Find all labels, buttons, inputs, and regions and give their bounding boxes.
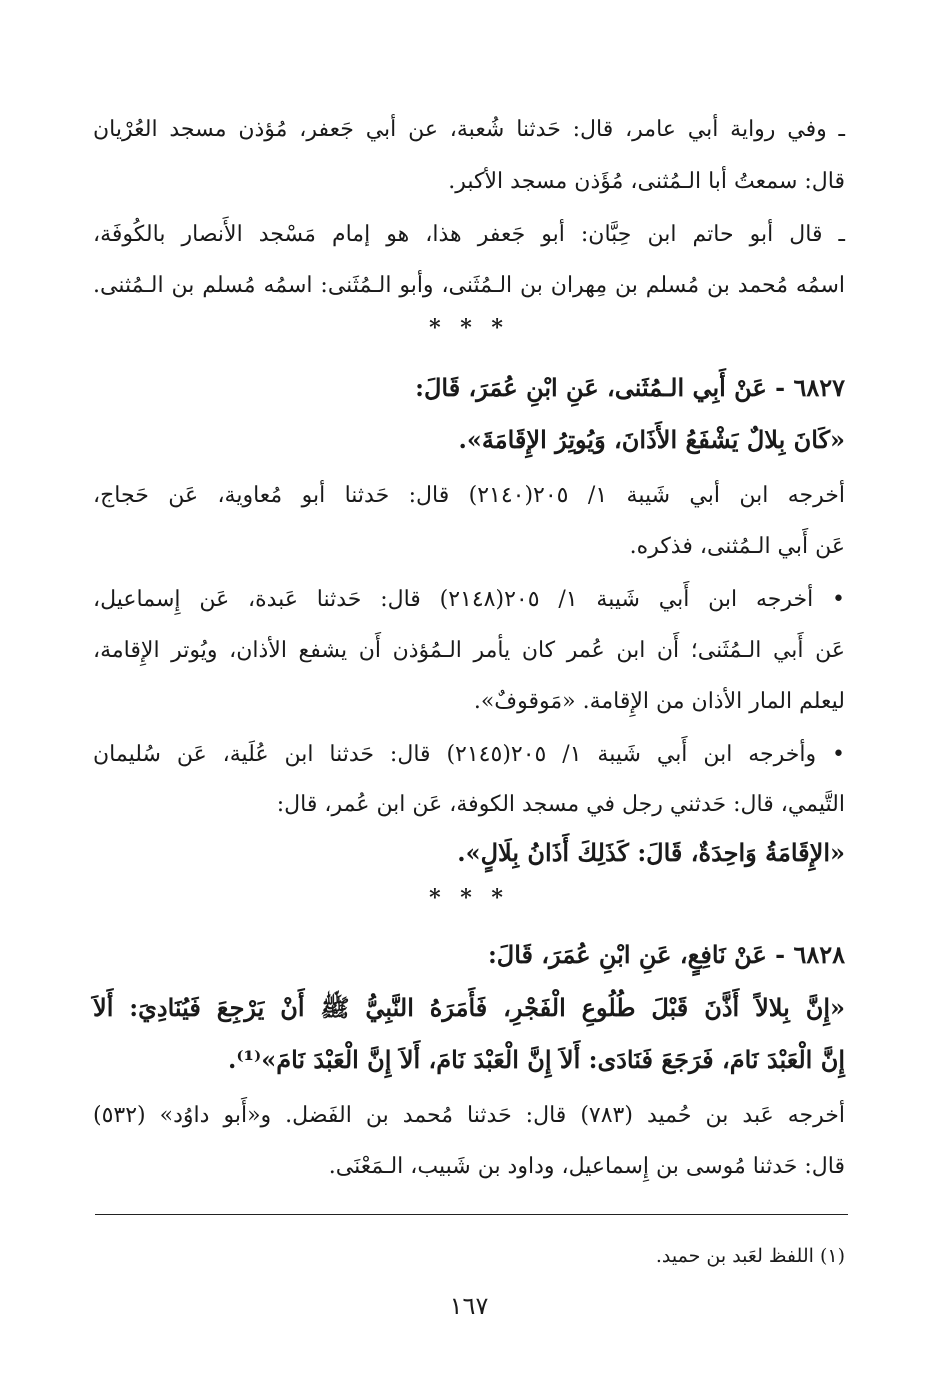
text-line: التَّيمي، قال: حَدثني رجل في مسجد الكوفة، عَن ابن عُمر، قال: <box>276 792 845 817</box>
hadith-text: «إِنَّ بِلالاً أَذَّنَ قَبْلَ طُلُوعِ الْفَجْرِ، فَأَمَرَهُ النَّبِيُّ ﷺ أَنْ يَرْجِعَ فَيُنَادِيَ: أَلاَ <box>93 993 845 1022</box>
hadith-text: «كَانَ بِلالٌ يَشْفَعُ الأَذَانَ، وَيُوتِرُ الإِقَامَةَ». <box>458 425 845 454</box>
hadith-heading: ٦٨٢٧ - عَنْ أَبِي الـمُثَنى، عَنِ ابْنِ عُمَرَ، قَالَ: <box>415 373 845 402</box>
text-line: • وأخرجه ابن أَبي شَيبة ١/ ٢٠٥(٢١٤٥) قال: حَدثنا ابن عُلَية، عَن سُليمان <box>93 742 845 767</box>
hadith-heading: ٦٨٢٨ - عَنْ نَافِعٍ، عَنِ ابْنِ عُمَرَ، قَالَ: <box>487 940 845 969</box>
text-line: عَن أَبي الـمُثَنى؛ أَن ابن عُمر كان يأمر الـمُؤذن أَن يشفع الأذان، ويُوتر الإِقامة، <box>93 638 845 663</box>
page-number: ١٦٧ <box>449 1292 489 1320</box>
hadith-text: «الإِقَامَةُ وَاحِدَةٌ، قَالَ: كَذَلِكَ أَذَانُ بِلَالٍ». <box>457 838 845 867</box>
text-line: قال: سمعتُ أبا الـمُثنى، مُؤَذن مسجد الأكبر. <box>448 169 845 194</box>
text-line: ليعلم المار الأذان من الإِقامة. «مَوقوفٌ». <box>473 689 845 714</box>
footnote: (١) اللفظ لعَبد بن حميد. <box>655 1245 845 1267</box>
text-line: اسمُه مُحمد بن مُسلم بن مِهران بن الـمُثَنى، وأبو الـمُثَنى: اسمُه مُسلم بن الـمُثنى. <box>93 273 845 298</box>
text-line: قال: حَدثنا مُوسى بن إِسماعيل، وداود بن شَبيب، الـمَعْنَى. <box>328 1154 845 1179</box>
text-line: ـ قال أبو حاتم ابن حِبَّان: أبو جَعفر هذا، هو إمام مَسْجد الأَنصار بالكُوفَة، <box>93 222 845 247</box>
section-separator: * * * <box>429 315 509 341</box>
footnote-rule <box>95 1214 848 1215</box>
text-line: أخرجه عَبد بن حُميد (٧٨٣) قال: حَدثنا مُحمد بن الفَضل. و«أَبو داوُد» (٥٣٢) <box>93 1103 845 1128</box>
text-line: أخرجه ابن أبي شَيبة ١/ ٢٠٥(٢١٤٠) قال: حَدثنا أبو مُعاوية، عَن حَجاج، <box>93 483 846 508</box>
text-line: ـ وفي رواية أبي عامر، قال: حَدثنا شُعبة، عن أبي جَعفر، مُؤذن مسجد العُرْيان <box>93 117 845 142</box>
text-line: • أخرجه ابن أَبي شَيبة ١/ ٢٠٥(٢١٤٨) قال: حَدثنا عَبدة، عَن إِسماعيل، <box>93 587 845 612</box>
hadith-text: إِنَّ الْعَبْدَ نَامَ، فَرَجَعَ فَنَادَى: أَلاَ إِنَّ الْعَبْدَ نَامَ، أَلاَ إِنَّ الْعَبْدَ نَامَ»⁽¹⁾. <box>228 1045 845 1074</box>
section-separator: * * * <box>429 885 509 911</box>
text-line: عَن أَبي الـمُثنى، فذكره. <box>629 534 845 559</box>
